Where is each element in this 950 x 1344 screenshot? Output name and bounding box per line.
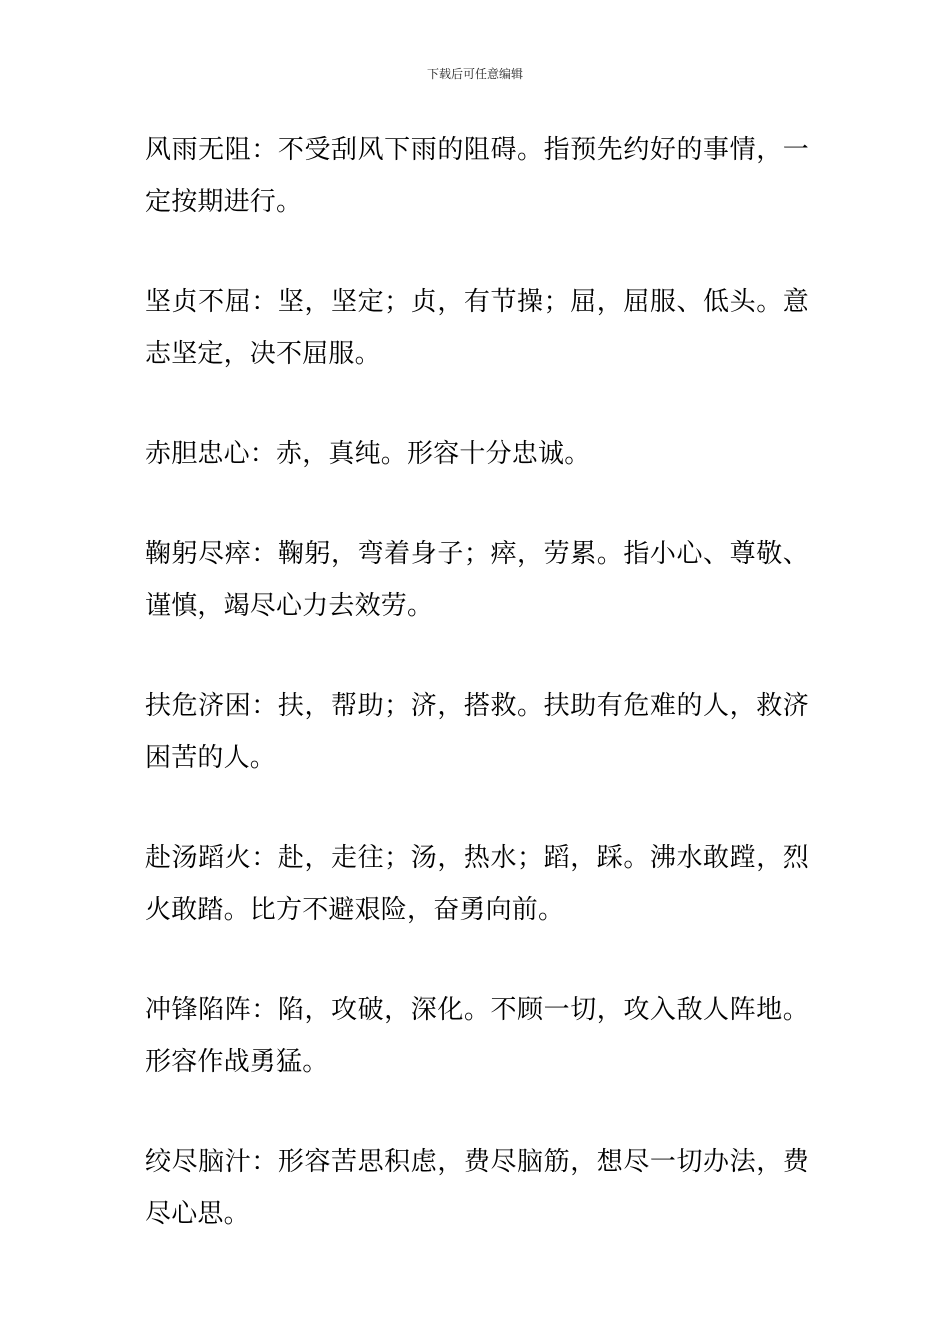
idiom-entry-jian-zhen-bu-qu: 坚贞不屈：坚，坚定；贞，有节操；屈，屈服、低头。意志坚定，决不屈服。 bbox=[145, 287, 809, 369]
idiom-entry-fu-wei-ji-kun: 扶危济困：扶，帮助；济，搭救。扶助有危难的人，救济困苦的人。 bbox=[145, 691, 809, 773]
idiom-entry-chi-dan-zhong-xin: 赤胆忠心：赤，真纯。形容十分忠诚。 bbox=[145, 439, 591, 469]
page-header: 下载后可任意编辑 bbox=[426, 67, 523, 81]
idiom-entry-fu-tang-dao-huo: 赴汤蹈火：赴，走往；汤，热水；蹈，踩。沸水敢蹚，烈火敢踏。比方不避艰险，奋勇向前。 bbox=[145, 843, 809, 925]
idiom-entry-jiao-jin-nao-zhi: 绞尽脑汁：形容苦思积虑，费尽脑筋，想尽一切办法，费尽心思。 bbox=[145, 1147, 809, 1229]
idiom-entry-feng-yu-wu-zu: 风雨无阻：不受刮风下雨的阻碍。指预先约好的事情，一定按期进行。 bbox=[145, 135, 809, 217]
idiom-list bbox=[145, 124, 809, 1288]
idiom-entry-ju-gong-jin-cui: 鞠躬尽瘁：鞠躬，弯着身子；瘁，劳累。指小心、尊敬、谨慎，竭尽心力去效劳。 bbox=[145, 539, 809, 621]
idiom-entry-chong-feng-xian-zhen: 冲锋陷阵：陷，攻破，深化。不顾一切，攻入敌人阵地。形容作战勇猛。 bbox=[145, 995, 809, 1077]
